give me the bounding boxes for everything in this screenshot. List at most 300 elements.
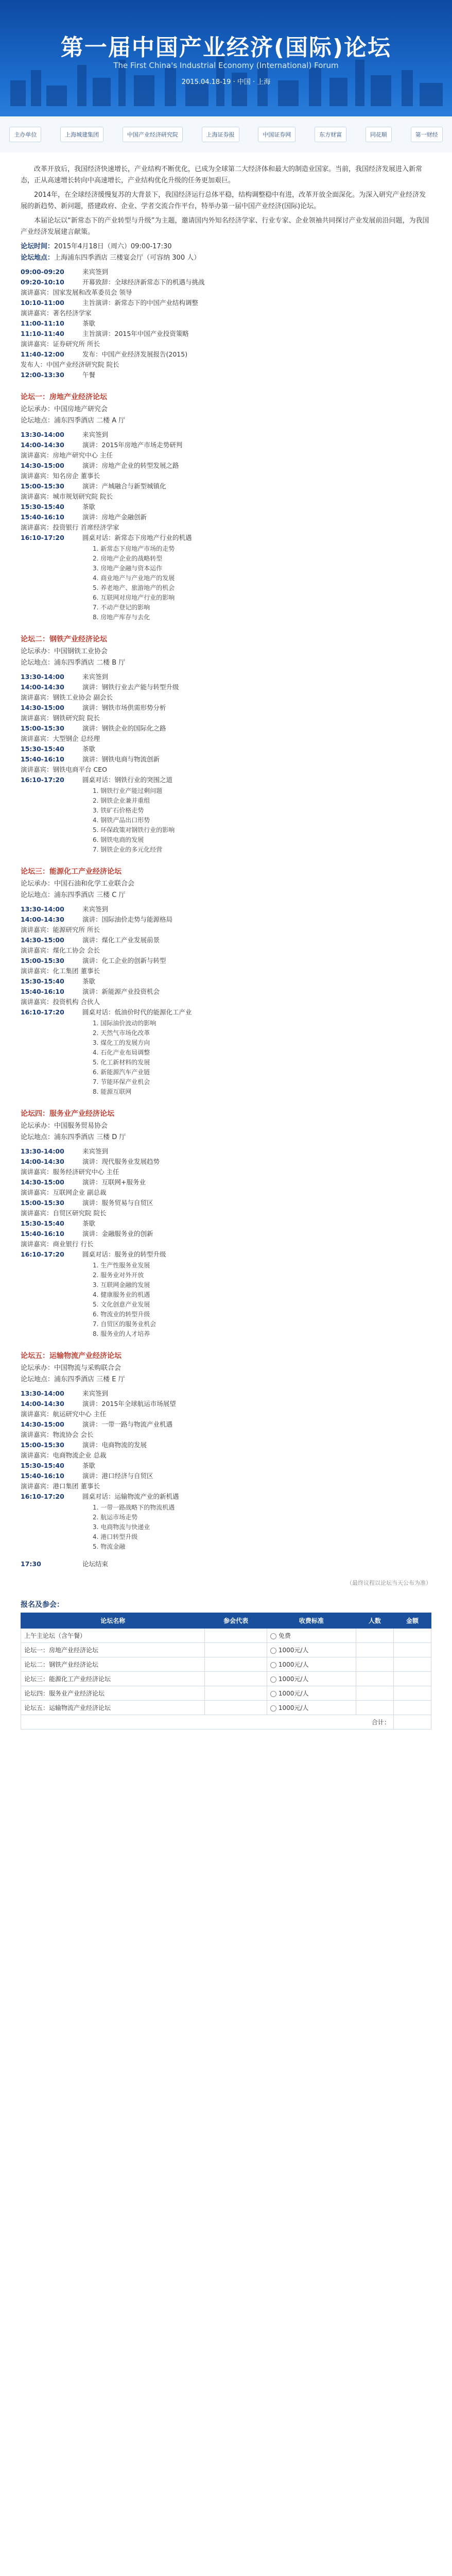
schedule-time: 11:10-11:40	[21, 330, 64, 337]
schedule-desc: 圆桌对话：钢铁行业的突围之道	[82, 776, 173, 784]
amount-input[interactable]	[393, 1643, 431, 1657]
schedule-time: 15:40-16:10	[21, 755, 64, 763]
forum-venue: 论坛地点：浦东四季酒店 二楼 A 厅	[21, 417, 126, 425]
forum-name-cell	[21, 1686, 205, 1701]
schedule-row	[21, 1471, 431, 1481]
topic-item: 8. 能源互联网	[93, 1088, 132, 1095]
sponsor-logo: 上海证券报	[202, 127, 239, 142]
schedule-time: 16:10-17:20	[21, 1250, 64, 1258]
table-header: 金额	[393, 1613, 431, 1629]
forum-topics	[93, 1503, 431, 1552]
forum-time	[21, 241, 431, 252]
schedule-desc: 演讲：钢铁市场供需形势分析	[82, 704, 166, 711]
attendee-input[interactable]	[205, 1643, 267, 1657]
total-value[interactable]	[393, 1715, 431, 1730]
schedule-time: 16:10-17:20	[21, 776, 64, 784]
table-header: 收费标准	[267, 1613, 356, 1629]
schedule-speaker: 演讲嘉宾：证券研究所 所长	[21, 340, 100, 348]
price-cell	[267, 1672, 356, 1686]
time-value: 2015年4月18日（周六）09:00-17:30	[54, 243, 172, 250]
schedule-row	[21, 1157, 431, 1167]
forum-name: 论坛二：钢铁产业经济论坛	[24, 1661, 99, 1668]
topic-item: 2. 房地产企业的战略转型	[93, 555, 163, 562]
schedule-desc: 开幕致辞：全球经济新常态下的机遇与挑战	[82, 278, 205, 286]
topic-item: 8. 服务业的人才培养	[93, 1330, 150, 1337]
schedule-time: 13:30-14:00	[21, 1147, 64, 1155]
table-header: 论坛名称	[21, 1613, 205, 1629]
amount-input[interactable]	[393, 1701, 431, 1715]
forum-section	[21, 634, 431, 855]
total-row	[21, 1715, 431, 1730]
price-value: 1000元/人	[278, 1704, 309, 1711]
time-label: 论坛时间：	[21, 243, 55, 250]
schedule-time: 16:10-17:20	[21, 1493, 64, 1500]
schedule-time: 16:10-17:20	[21, 534, 64, 541]
forum-organizer: 论坛承办：中国服务贸易协会	[21, 1122, 108, 1130]
schedule-row	[21, 1492, 431, 1502]
registration-title: 报名及参会：	[21, 1601, 64, 1609]
schedule-time: 12:00-13:30	[21, 371, 64, 379]
table-header-row	[21, 1613, 431, 1629]
schedule-desc: 午餐	[82, 371, 96, 379]
schedule-speaker: 演讲嘉宾：知名房企 董事长	[21, 472, 100, 480]
forum-section	[21, 392, 431, 622]
schedule-row	[21, 1146, 431, 1157]
forum-name-cell	[21, 1643, 205, 1657]
amount-input[interactable]	[393, 1672, 431, 1686]
forum-schedule	[21, 1388, 431, 1502]
schedule-row	[21, 744, 431, 754]
schedule-time: 14:00-14:30	[21, 1400, 64, 1408]
banner-title: 第一届中国产业经济(国际)论坛	[60, 35, 392, 61]
schedule-desc: 演讲：服务贸易与自贸区	[82, 1199, 153, 1207]
schedule-row	[21, 430, 431, 440]
schedule-row	[21, 723, 431, 734]
schedule-desc: 论坛结束	[82, 1560, 109, 1568]
schedule-time: 14:30-15:00	[21, 1420, 64, 1428]
topic-item: 4. 石化产业布局调整	[93, 1049, 150, 1056]
schedule-desc: 演讲：金融服务业的创新	[82, 1230, 153, 1238]
schedule-desc: 来宾签到	[82, 431, 109, 438]
schedule-time: 14:00-14:30	[21, 1158, 64, 1165]
banner-subtitle: The First China's Industrial Economy (International) Forum	[113, 61, 339, 70]
forum-name-cell	[21, 1657, 205, 1672]
schedule-time: 15:40-16:10	[21, 1230, 64, 1238]
amount-input[interactable]	[393, 1629, 431, 1643]
topic-item: 6. 钢铁电商的发展	[93, 836, 144, 843]
radio-button[interactable]	[270, 1662, 276, 1668]
topic-item: 5. 化工新材料的发展	[93, 1059, 150, 1066]
forum-schedule	[21, 904, 431, 1018]
schedule-speaker: 演讲嘉宾：房地产研究中心 主任	[21, 451, 113, 459]
schedule-time: 15:00-15:30	[21, 724, 64, 732]
schedule-desc: 演讲：煤化工产业发展前景	[82, 936, 160, 944]
sub-forums	[21, 392, 431, 1552]
schedule-desc: 演讲：2015年房地产市场走势研判	[82, 441, 183, 449]
forum-title: 论坛五：运输物流产业经济论坛	[21, 1352, 121, 1360]
price-cell	[267, 1643, 356, 1657]
main-schedule	[21, 267, 431, 380]
topic-item: 4. 商业地产与产业地产的发展	[93, 574, 175, 582]
schedule-time: 11:00-11:10	[21, 319, 64, 327]
schedule-speaker: 演讲嘉宾：钢铁电商平台 CEO	[21, 766, 107, 773]
schedule-desc: 茶歇	[82, 1462, 96, 1469]
quantity-input[interactable]	[356, 1672, 393, 1686]
topic-item: 7. 不动产登记的影响	[93, 604, 150, 611]
schedule-row	[21, 775, 431, 785]
topic-item: 1. 一带一路战略下的物流机遇	[93, 1504, 175, 1511]
forum-schedule	[21, 672, 431, 785]
schedule-time: 14:00-14:30	[21, 916, 64, 923]
total-label: 合计：	[21, 1715, 394, 1730]
schedule-time: 14:30-15:00	[21, 704, 64, 711]
amount-input[interactable]	[393, 1657, 431, 1672]
forum-topics	[93, 1261, 431, 1339]
schedule-time: 15:40-16:10	[21, 1472, 64, 1480]
sponsor-logo: 东方财富	[315, 127, 346, 142]
forum-name-cell	[21, 1701, 205, 1715]
sponsor-logo: 第一财经	[411, 127, 443, 142]
table-row	[21, 1643, 431, 1657]
topic-item: 1. 新常态下房地产市场的走势	[93, 545, 175, 552]
schedule-desc: 演讲：化工企业的创新与转型	[82, 957, 166, 964]
topic-item: 1. 生产性服务业发展	[93, 1262, 150, 1269]
schedule-desc: 演讲：钢铁行业去产能与转型升级	[82, 683, 179, 691]
topic-item: 5. 物流金融	[93, 1543, 126, 1550]
schedule-row	[21, 956, 431, 966]
topic-item: 6. 新能源汽车产业链	[93, 1069, 150, 1076]
schedule-desc: 演讲：互联网+服务业	[82, 1178, 146, 1186]
schedule-desc: 圆桌对话：运输物流产业的新机遇	[82, 1493, 179, 1500]
price-value: 免费	[278, 1632, 291, 1639]
schedule-row	[21, 682, 431, 692]
header-banner	[0, 0, 452, 152]
table-row	[21, 1672, 431, 1686]
topic-item: 8. 房地产库存与去化	[93, 614, 150, 621]
forum-name: 上午主论坛	[24, 1632, 56, 1639]
forum-section	[21, 1108, 431, 1339]
topic-item: 7. 自贸区的服务业机会	[93, 1320, 157, 1328]
intro-paragraph: 本届论坛以“新常态下的产业转型与升级”为主题，邀请国内外知名经济学家、行业专家、企业领袖共同探讨产业发展前沿问题，为我国产业经济发展建言献策。	[21, 217, 429, 236]
schedule-speaker: 演讲嘉宾：钢铁工业协会 副会长	[21, 693, 113, 701]
table-header: 人数	[356, 1613, 393, 1629]
schedule-row	[21, 298, 431, 308]
schedule-row	[21, 914, 431, 925]
schedule-row	[21, 1388, 431, 1399]
schedule-time: 10:10-11:00	[21, 299, 64, 307]
banner-date: 2015.04.18-19 · 中国 · 上海	[181, 78, 271, 86]
schedule-speaker: 演讲嘉宾：港口集团 董事长	[21, 1482, 100, 1490]
table-header: 参会代表	[205, 1613, 267, 1629]
schedule-desc: 演讲：钢铁电商与物流创新	[82, 755, 160, 763]
topic-item: 5. 养老地产、旅游地产的机会	[93, 584, 175, 591]
schedule-row	[21, 987, 431, 997]
radio-button[interactable]	[270, 1676, 276, 1683]
schedule-desc: 茶歇	[82, 319, 96, 327]
schedule-speaker: 演讲嘉宾：商业银行 行长	[21, 1240, 94, 1248]
schedule-time: 14:30-15:00	[21, 936, 64, 944]
sponsor-logo: 上海城建集团	[60, 127, 103, 142]
schedule-desc: 演讲：钢铁企业的国际化之路	[82, 724, 166, 732]
forum-topics	[93, 1019, 431, 1097]
price-value: 1000元/人	[278, 1647, 309, 1654]
schedule-speaker: 演讲嘉宾：化工集团 董事长	[21, 967, 100, 975]
schedule-row	[21, 754, 431, 765]
schedule-desc: 演讲：产城融合与新型城镇化	[82, 482, 166, 490]
forum-name: 论坛一：房地产业经济论坛	[24, 1647, 99, 1654]
schedule-time: 09:20-10:10	[21, 278, 64, 286]
table-row	[21, 1629, 431, 1643]
schedule-desc: 来宾签到	[82, 1389, 109, 1397]
schedule-speaker: 演讲嘉宾：物流协会 会长	[21, 1431, 94, 1438]
schedule-row	[21, 1419, 431, 1430]
schedule-row	[21, 502, 431, 512]
schedule-speaker: 演讲嘉宾：航运研究中心 主任	[21, 1410, 107, 1418]
topic-item: 2. 钢铁企业兼并重组	[93, 797, 150, 804]
schedule-desc: 演讲：2015年全球航运市场展望	[82, 1400, 176, 1408]
forum-name-cell	[21, 1629, 205, 1643]
topic-item: 2. 天然气市场化改革	[93, 1029, 150, 1037]
attendee-input[interactable]	[205, 1701, 267, 1715]
schedule-desc: 茶歇	[82, 503, 96, 511]
forum-name-note: （含午餐）	[55, 1632, 86, 1639]
schedule-row	[21, 1177, 431, 1188]
schedule-row	[21, 1399, 431, 1409]
schedule-desc: 圆桌对话：新常态下房地产行业的机遇	[82, 534, 192, 541]
forum-section	[21, 866, 431, 1097]
schedule-row	[21, 461, 431, 471]
forum-venue: 论坛地点：浦东四季酒店 三楼 D 厅	[21, 1133, 126, 1141]
schedule-time: 14:00-14:30	[21, 441, 64, 449]
schedule-row	[21, 318, 431, 329]
intro-paragraph: 改革开放后，我国经济快速增长，产业结构不断优化，已成为全球第二大经济体和最大的制造业国家。当前，我国经济发展进入新常态，正从高速增长转向中高速增长，产业结构优化升级的任务更加艰巨。	[21, 165, 423, 184]
schedule-speaker: 演讲嘉宾：能源研究所 所长	[21, 926, 100, 934]
schedule-time: 15:30-15:40	[21, 745, 64, 753]
schedule-desc: 茶歇	[82, 745, 96, 753]
schedule-row	[21, 481, 431, 492]
price-value: 1000元/人	[278, 1690, 309, 1697]
sponsor-logo: 中国证券网	[258, 127, 295, 142]
schedule-time: 13:30-14:00	[21, 673, 64, 681]
schedule-row	[21, 329, 431, 339]
forum-schedule	[21, 430, 431, 543]
sponsor-logo: 主办单位	[9, 127, 41, 142]
forum-venue: 论坛地点：浦东四季酒店 三楼 C 厅	[21, 891, 126, 899]
schedule-row	[21, 1218, 431, 1229]
topic-item: 7. 节能环保产业机会	[93, 1078, 150, 1086]
topic-item: 3. 铁矿石价格走势	[93, 807, 144, 814]
topic-item: 4. 钢铁产品出口形势	[93, 817, 150, 824]
sponsor-logos	[0, 116, 452, 152]
quantity-input[interactable]	[356, 1643, 393, 1657]
topic-item: 6. 互联网对房地产行业的影响	[93, 594, 175, 601]
schedule-time: 15:30-15:40	[21, 503, 64, 511]
forum-name-cell	[21, 1672, 205, 1686]
schedule-desc: 圆桌对话：低油价时代的能源化工产业	[82, 1008, 192, 1016]
forum-title: 论坛二：钢铁产业经济论坛	[21, 635, 107, 643]
intro-paragraph: 2014年，在全球经济缓慢复苏的大背景下，我国经济运行总体平稳，结构调整稳中有进，改革开放全面深化。为深入研究产业经济发展的新趋势、新问题，搭建政府、企业、学者交流合作平台，特举办第一届中国产业经济(国际)论坛。	[21, 191, 426, 210]
forum-name: 论坛四：服务业产业经济论坛	[24, 1690, 105, 1697]
schedule-row	[21, 277, 431, 287]
forum-title: 论坛四：服务业产业经济论坛	[21, 1110, 114, 1118]
topic-item: 1. 钢铁行业产能过剩问题	[93, 787, 163, 794]
venue-value: 上海浦东四季酒店 三楼宴会厅（可容纳 300 人）	[54, 254, 201, 262]
schedule-row	[21, 976, 431, 987]
radio-button[interactable]	[270, 1633, 276, 1639]
topic-item: 1. 国际油价波动的影响	[93, 1020, 157, 1027]
table-row	[21, 1701, 431, 1715]
schedule-time: 15:30-15:40	[21, 1219, 64, 1227]
schedule-row	[21, 935, 431, 945]
amount-input[interactable]	[393, 1686, 431, 1701]
schedule-time: 15:40-16:10	[21, 513, 64, 521]
forum-venue: 论坛地点：浦东四季酒店 三楼 E 厅	[21, 1376, 125, 1383]
schedule-desc: 茶歇	[82, 977, 96, 985]
forum-name: 论坛五：运输物流产业经济论坛	[24, 1704, 111, 1711]
schedule-speaker: 发布人：中国产业经济研究院 院长	[21, 361, 119, 368]
schedule-speaker: 演讲嘉宾：投资银行 首席经济学家	[21, 523, 119, 531]
schedule-time: 13:30-14:00	[21, 431, 64, 438]
end-row	[21, 1559, 431, 1569]
price-cell	[267, 1657, 356, 1672]
schedule-row	[21, 672, 431, 682]
schedule-row	[21, 703, 431, 713]
schedule-desc: 发布：中国产业经济发展报告(2015)	[82, 350, 188, 358]
schedule-desc: 来宾签到	[82, 268, 109, 276]
schedule-desc: 演讲：港口经济与自贸区	[82, 1472, 153, 1480]
topic-item: 6. 物流业的转型升级	[93, 1311, 150, 1318]
schedule-row	[21, 440, 431, 450]
radio-button[interactable]	[270, 1648, 276, 1654]
quantity-input[interactable]	[356, 1629, 393, 1643]
forum-venue: 论坛地点：浦东四季酒店 二楼 B 厅	[21, 659, 126, 667]
main-content	[0, 152, 452, 1730]
schedule-speaker: 演讲嘉宾：著名经济学家	[21, 309, 92, 317]
registration-section	[21, 1599, 431, 1730]
schedule-desc: 圆桌对话：服务业的转型升级	[82, 1250, 166, 1258]
schedule-row	[21, 512, 431, 522]
schedule-time: 15:00-15:30	[21, 482, 64, 490]
schedule-time: 14:30-15:00	[21, 462, 64, 469]
schedule-time: 13:30-14:00	[21, 1389, 64, 1397]
topic-item: 3. 互联网金融的发展	[93, 1281, 150, 1289]
schedule-time: 11:40-12:00	[21, 350, 64, 358]
table-row	[21, 1686, 431, 1701]
topic-item: 4. 港口转型升级	[93, 1533, 138, 1540]
attendee-input[interactable]	[205, 1686, 267, 1701]
schedule-speaker: 演讲嘉宾：投资机构 合伙人	[21, 998, 100, 1006]
schedule-row	[21, 267, 431, 277]
schedule-desc: 演讲：新能源产业投资机会	[82, 988, 160, 995]
topic-item: 2. 服务业对外开放	[93, 1272, 144, 1279]
forum-organizer: 论坛承办：中国石油和化学工业联合会	[21, 880, 135, 888]
forum-title: 论坛三：能源化工产业经济论坛	[21, 868, 121, 876]
schedule-speaker: 演讲嘉宾：大型钢企 总经理	[21, 735, 100, 742]
schedule-row	[21, 1229, 431, 1239]
forum-topics	[93, 786, 431, 855]
schedule-speaker: 演讲嘉宾：国家发展和改革委员会 领导	[21, 289, 132, 296]
topic-item: 7. 钢铁企业的多元化经营	[93, 846, 163, 853]
schedule-speaker: 演讲嘉宾：电商物流企业 总裁	[21, 1451, 107, 1459]
schedule-time: 17:30	[21, 1560, 41, 1568]
schedule-time: 14:00-14:30	[21, 683, 64, 691]
schedule-desc: 主旨演讲：新常态下的中国产业结构调整	[82, 299, 199, 307]
venue-label: 论坛地点：	[21, 254, 55, 262]
forum-name: 论坛三：能源化工产业经济论坛	[24, 1675, 111, 1683]
schedule-time: 15:00-15:30	[21, 1199, 64, 1207]
schedule-row	[21, 349, 431, 360]
topic-item: 3. 房地产金融与资本运作	[93, 565, 163, 572]
topic-item: 4. 健康服务业的机遇	[93, 1291, 150, 1298]
schedule-desc: 演讲：一带一路与物流产业机遇	[82, 1420, 173, 1428]
forum-section	[21, 1350, 431, 1552]
schedule-desc: 演讲：现代服务业发展趋势	[82, 1158, 160, 1165]
sponsor-logo: 同花顺	[366, 127, 392, 142]
quantity-input[interactable]	[356, 1657, 393, 1672]
schedule-time: 13:30-14:00	[21, 905, 64, 913]
schedule-row	[21, 1007, 431, 1018]
attendee-input[interactable]	[205, 1672, 267, 1686]
schedule-row	[21, 533, 431, 543]
forum-organizer: 论坛承办：中国房地产研究会	[21, 405, 108, 413]
schedule-desc: 演讲：房地产企业的转型发展之路	[82, 462, 179, 469]
quantity-input[interactable]	[356, 1701, 393, 1715]
forum-organizer: 论坛承办：中国钢铁工业协会	[21, 648, 108, 655]
forum-organizer: 论坛承办：中国物流与采购联合会	[21, 1364, 121, 1372]
price-cell	[267, 1701, 356, 1715]
schedule-desc: 茶歇	[82, 1219, 96, 1227]
schedule-note: （最终议程以论坛当天公布为准）	[346, 1580, 431, 1586]
schedule-speaker: 演讲嘉宾：城市规划研究院 院长	[21, 493, 113, 500]
schedule-desc: 演讲：房地产金融创新	[82, 513, 147, 521]
schedule-time: 15:00-15:30	[21, 957, 64, 964]
schedule-speaker: 演讲嘉宾：自贸区研究院 院长	[21, 1209, 107, 1217]
price-value: 1000元/人	[278, 1661, 309, 1668]
schedule-time: 16:10-17:20	[21, 1008, 64, 1016]
schedule-row	[21, 1440, 431, 1450]
schedule-time: 15:00-15:30	[21, 1441, 64, 1449]
schedule-desc: 来宾签到	[82, 673, 109, 681]
quantity-input[interactable]	[356, 1686, 393, 1701]
registration-rows	[21, 1629, 431, 1715]
schedule-row	[21, 1198, 431, 1208]
forum-venue	[21, 252, 431, 264]
attendee-input[interactable]	[205, 1629, 267, 1643]
schedule-speaker: 演讲嘉宾：煤化工协会 会长	[21, 946, 100, 954]
schedule-speaker: 演讲嘉宾：服务经济研究中心 主任	[21, 1168, 119, 1176]
schedule-desc: 演讲：国际油价走势与能源格局	[82, 916, 173, 923]
forum-title: 论坛一：房地产业经济论坛	[21, 393, 107, 401]
radio-button[interactable]	[270, 1705, 276, 1711]
schedule-time: 15:30-15:40	[21, 977, 64, 985]
schedule-desc: 来宾签到	[82, 1147, 109, 1155]
schedule-time: 15:30-15:40	[21, 1462, 64, 1469]
schedule-row	[21, 1461, 431, 1471]
schedule-row	[21, 1249, 431, 1260]
forum-schedule	[21, 1146, 431, 1260]
schedule-row	[21, 370, 431, 380]
schedule-time: 15:40-16:10	[21, 988, 64, 995]
radio-button[interactable]	[270, 1691, 276, 1697]
intro-section	[21, 164, 431, 238]
schedule-desc: 演讲：电商物流的发展	[82, 1441, 147, 1449]
schedule-speaker: 演讲嘉宾：互联网企业 副总裁	[21, 1189, 107, 1196]
price-value: 1000元/人	[278, 1675, 309, 1683]
schedule-time: 14:30-15:00	[21, 1178, 64, 1186]
forum-topics	[93, 544, 431, 622]
topic-item: 3. 电商物流与快递业	[93, 1523, 150, 1531]
attendee-input[interactable]	[205, 1657, 267, 1672]
